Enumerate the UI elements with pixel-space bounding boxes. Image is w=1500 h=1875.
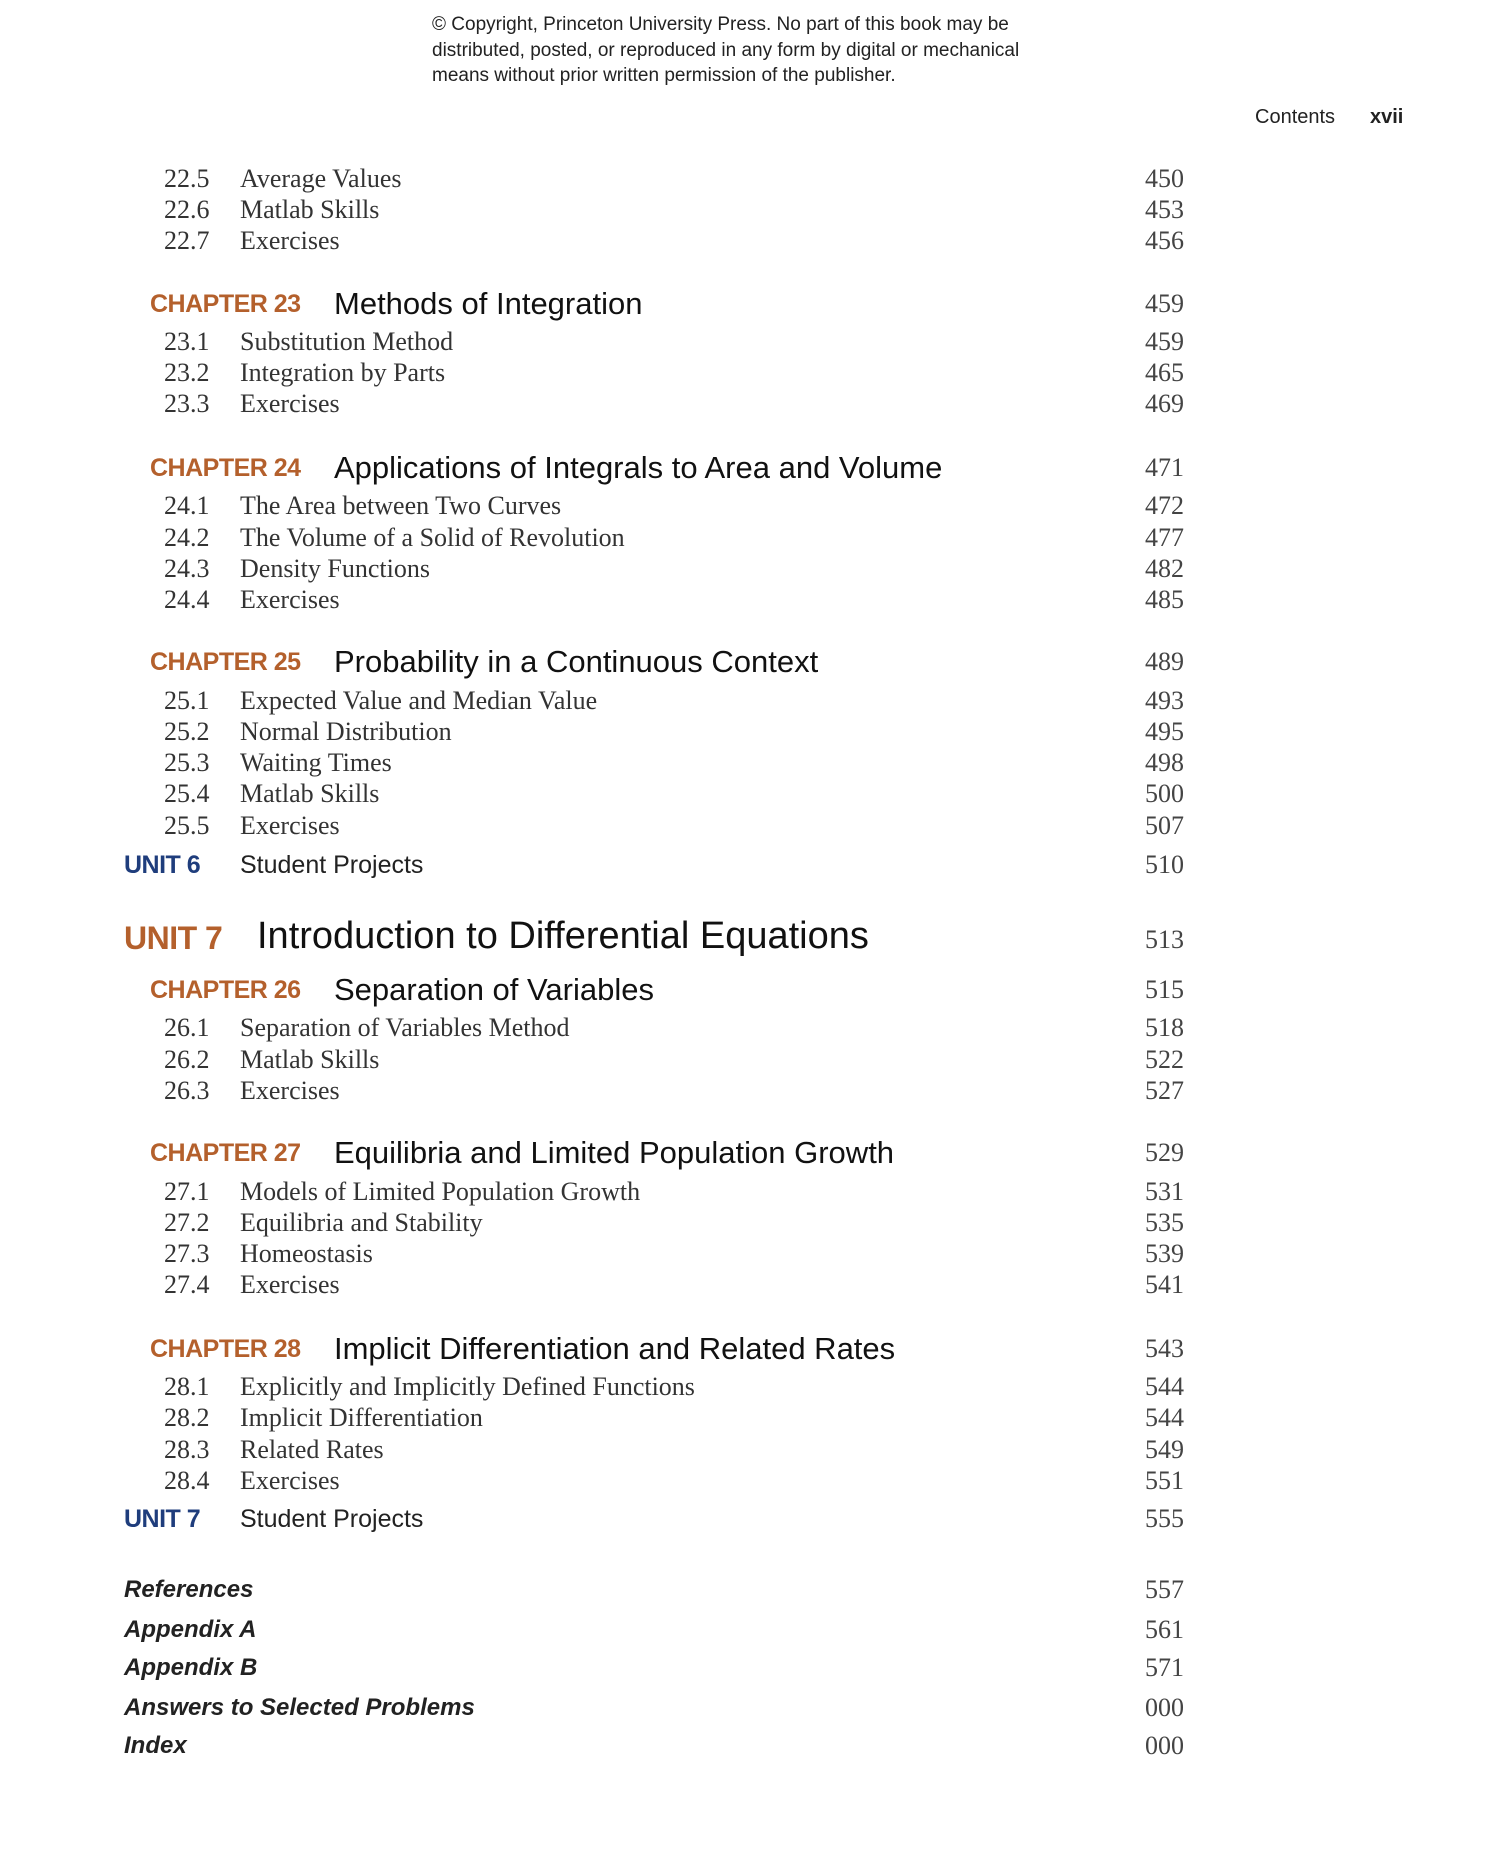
page-number: 561 [1145, 1614, 1184, 1644]
section-number: 23.2 [164, 358, 210, 388]
page-number: 535 [1145, 1207, 1184, 1237]
page-number: 541 [1145, 1270, 1184, 1300]
page-number: 544 [1145, 1403, 1184, 1433]
section-number: 24.2 [164, 522, 210, 552]
toc-entry-chapter[interactable] [0, 448, 1500, 488]
chapter-label: CHAPTER 23 [150, 289, 301, 318]
section-number: 25.1 [164, 685, 210, 715]
section-title: Homeostasis [240, 1239, 373, 1268]
section-number: 23.3 [164, 389, 210, 419]
section-title: Expected Value and Median Value [240, 685, 598, 715]
page-number: 507 [1145, 810, 1184, 840]
section-number: 22.7 [164, 226, 210, 256]
page-number: 510 [1145, 850, 1184, 880]
section-title: Exercises [240, 585, 340, 614]
chapter-title: Separation of Variables [334, 972, 654, 1007]
chapter-label: CHAPTER 28 [150, 1334, 301, 1363]
page-number: 498 [1145, 748, 1184, 778]
page-number: 544 [1145, 1372, 1184, 1402]
back-matter-title: Answers to Selected Problems [124, 1693, 475, 1721]
section-number: 27.1 [164, 1176, 210, 1206]
toc-entry-chapter[interactable] [0, 1329, 1500, 1369]
page-number: 557 [1145, 1575, 1184, 1604]
page-number: 456 [1145, 226, 1184, 256]
section-number: 24.1 [164, 491, 210, 521]
section-number: 28.4 [164, 1465, 210, 1495]
chapter-label: CHAPTER 24 [150, 454, 301, 482]
page-number: 472 [1145, 491, 1184, 521]
page-number: 513 [1145, 924, 1184, 954]
section-number: 24.3 [164, 553, 210, 583]
page-number: 527 [1145, 1075, 1184, 1105]
running-head-label: Contents [1255, 106, 1336, 128]
section-title: Exercises [240, 1465, 340, 1495]
section-title: Separation of Variables Method [240, 1013, 570, 1043]
page-number: 482 [1145, 553, 1184, 583]
chapter-label: CHAPTER 25 [150, 648, 301, 677]
page-number: 543 [1145, 1333, 1184, 1363]
toc-entry-unit[interactable] [0, 845, 1500, 885]
back-matter-title: References [124, 1576, 254, 1603]
section-title: Explicitly and Implicitly Defined Functions [240, 1372, 695, 1402]
page-number: 450 [1145, 163, 1184, 193]
unit-title: Student Projects [240, 1505, 424, 1534]
page-number: 531 [1145, 1176, 1184, 1206]
page-number: 485 [1145, 585, 1184, 614]
toc-entry-section[interactable] [0, 384, 1500, 424]
page-number: 493 [1145, 685, 1184, 715]
section-title: Normal Distribution [240, 717, 452, 746]
copyright-line: distributed, posted, or reproduced in any form by digital or mechanical [432, 39, 1020, 61]
section-number: 28.1 [164, 1372, 210, 1402]
toc-entry-section[interactable] [0, 580, 1500, 620]
section-number: 22.6 [164, 195, 210, 224]
page-number: 495 [1145, 717, 1184, 746]
section-title: Density Functions [240, 553, 430, 583]
section-title: Models of Limited Population Growth [240, 1176, 641, 1206]
section-number: 24.4 [164, 585, 210, 614]
page-number: 515 [1145, 975, 1184, 1004]
section-number: 26.2 [164, 1044, 210, 1074]
unit-title: Student Projects [240, 851, 424, 880]
section-title: Matlab Skills [240, 779, 380, 809]
section-title: Matlab Skills [240, 1044, 380, 1074]
toc-entry-section[interactable] [0, 806, 1500, 846]
section-title: Integration by Parts [240, 358, 446, 388]
section-number: 26.1 [164, 1013, 210, 1043]
section-number: 25.4 [164, 779, 210, 809]
chapter-title: Probability in a Continuous Context [334, 644, 819, 680]
page-number: 539 [1145, 1239, 1184, 1268]
section-number: 25.5 [164, 810, 210, 840]
page-number: 549 [1145, 1434, 1184, 1464]
toc-entry-chapter[interactable] [0, 642, 1500, 682]
page-number: 571 [1145, 1653, 1184, 1682]
unit-label: UNIT 7 [124, 919, 223, 956]
toc-entry-section[interactable] [0, 1461, 1500, 1501]
toc-entry-bigunit[interactable] [0, 914, 1500, 960]
section-number: 22.5 [164, 163, 210, 193]
chapter-title: Applications of Integrals to Area and Volume [334, 450, 943, 485]
back-matter-title: Index [124, 1732, 187, 1759]
page-number: 529 [1145, 1138, 1184, 1168]
copyright-line: © Copyright, Princeton University Press. No part of this book may be [432, 14, 1009, 35]
section-title: Equilibria and Stability [240, 1207, 483, 1237]
section-title: Substitution Method [240, 327, 454, 356]
toc-entry-chapter[interactable] [0, 284, 1500, 324]
chapter-label: CHAPTER 27 [150, 1139, 301, 1168]
page-number: 518 [1145, 1013, 1184, 1043]
section-number: 25.3 [164, 748, 210, 778]
toc-entry-back[interactable] [0, 1570, 1500, 1610]
section-title: Waiting Times [240, 748, 392, 778]
running-head-page: xvii [1370, 106, 1404, 128]
unit-title: Introduction to Differential Equations [257, 914, 869, 957]
unit-label: UNIT 6 [124, 851, 201, 880]
section-title: Exercises [240, 389, 340, 419]
section-title: Exercises [240, 1075, 340, 1105]
section-title: Implicit Differentiation [240, 1403, 483, 1433]
page-number: 471 [1145, 453, 1184, 482]
section-number: 27.3 [164, 1239, 210, 1268]
section-number: 25.2 [164, 717, 210, 746]
toc-entry-back[interactable] [0, 1648, 1500, 1688]
page-number: 469 [1145, 389, 1184, 419]
section-title: Exercises [240, 810, 340, 840]
toc-entry-unit[interactable] [0, 1499, 1500, 1539]
section-number: 28.3 [164, 1434, 210, 1464]
section-title: Matlab Skills [240, 195, 380, 224]
section-title: Average Values [240, 163, 402, 193]
section-number: 23.1 [164, 327, 210, 356]
page-number: 551 [1145, 1465, 1184, 1495]
section-title: Related Rates [240, 1434, 384, 1464]
page-number: 489 [1145, 647, 1184, 677]
toc-entry-section[interactable] [0, 1265, 1500, 1305]
page-number: 459 [1145, 288, 1184, 318]
section-number: 27.2 [164, 1207, 210, 1237]
toc-entry-back[interactable] [0, 1688, 1500, 1728]
chapter-label: CHAPTER 26 [150, 976, 301, 1004]
page-number: 465 [1145, 358, 1184, 388]
page-number: 459 [1145, 327, 1184, 356]
copyright-notice [432, 12, 1019, 89]
chapter-title: Implicit Differentiation and Related Rates [334, 1330, 896, 1366]
unit-label: UNIT 7 [124, 1505, 201, 1534]
page-number: 500 [1145, 779, 1184, 809]
page-number: 522 [1145, 1044, 1184, 1074]
toc-entry-section[interactable] [0, 1071, 1500, 1111]
copyright-line: means without prior written permission of the publisher. [432, 65, 896, 86]
section-number: 28.2 [164, 1403, 210, 1433]
toc-entry-chapter[interactable] [0, 1133, 1500, 1173]
page-number: 000 [1145, 1692, 1184, 1722]
page-number: 000 [1145, 1731, 1184, 1760]
section-title: Exercises [240, 226, 340, 256]
section-title: The Area between Two Curves [240, 491, 562, 521]
section-number: 27.4 [164, 1270, 210, 1300]
section-title: The Volume of a Solid of Revolution [240, 522, 625, 552]
toc-entry-back[interactable] [0, 1610, 1500, 1650]
section-number: 26.3 [164, 1075, 210, 1105]
back-matter-title: Appendix B [124, 1654, 258, 1681]
section-title: Exercises [240, 1270, 340, 1300]
page-number: 477 [1145, 522, 1184, 552]
page-number: 555 [1145, 1504, 1184, 1534]
toc-entry-back[interactable] [0, 1726, 1500, 1766]
page-number: 453 [1145, 195, 1184, 224]
chapter-title: Methods of Integration [334, 285, 643, 321]
chapter-title: Equilibria and Limited Population Growth [334, 1135, 895, 1171]
back-matter-title: Appendix A [124, 1615, 257, 1643]
toc-entry-chapter[interactable] [0, 970, 1500, 1010]
toc-entry-section[interactable] [0, 221, 1500, 261]
